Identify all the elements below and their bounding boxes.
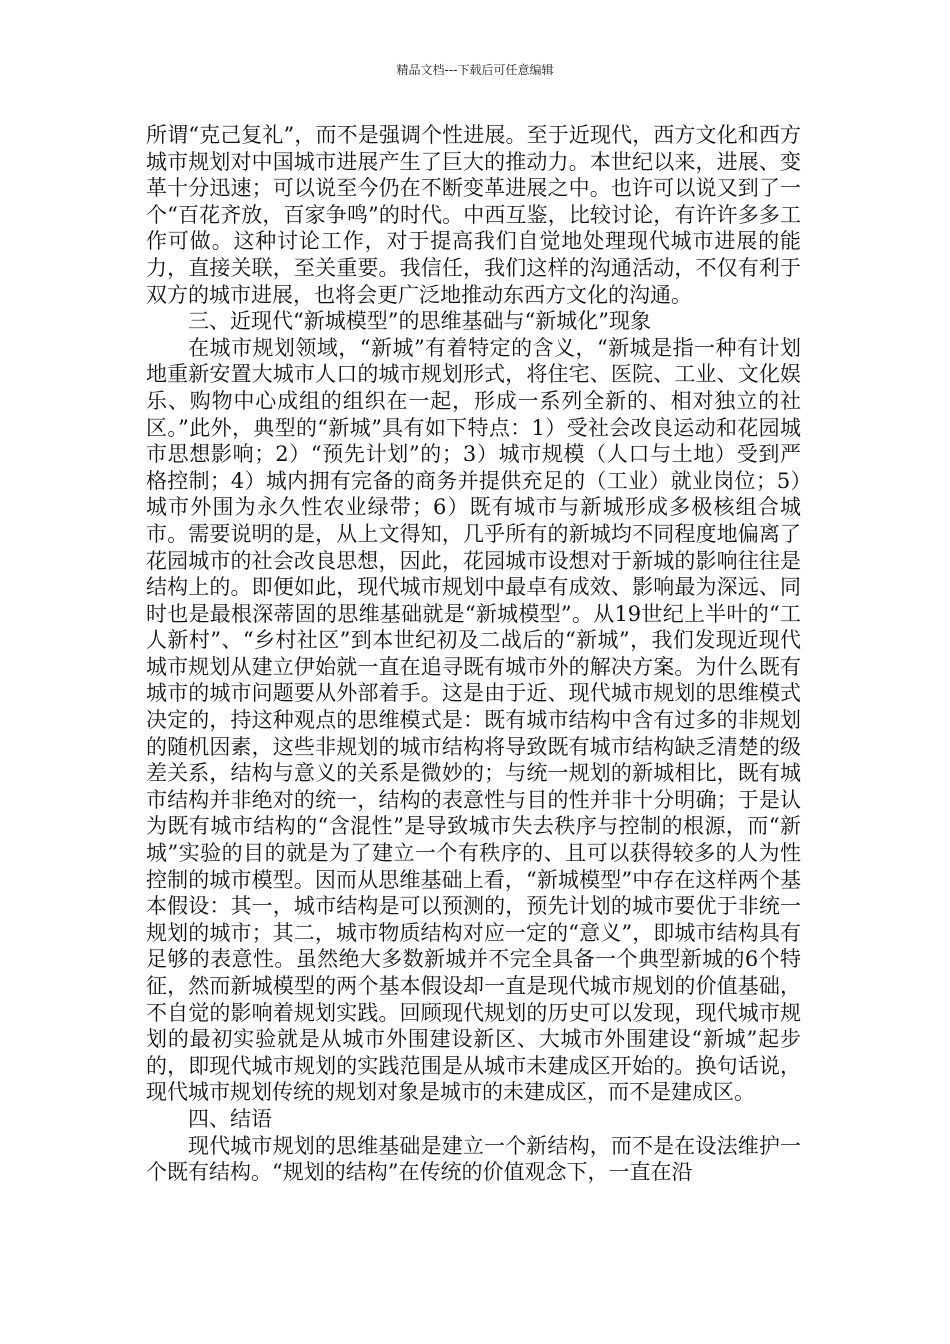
section-heading-4: 四、结语 — [188, 1106, 272, 1131]
section-heading-3: 三、近现代“新城模型”的思维基础与“新城化”现象 — [188, 309, 651, 334]
paragraph-conclusion: 现代城市规划的思维基础是建立一个新结构，而不是在设法维护一个既有结构。“规划的结构”在传统的价值观念下，一直在沿 — [146, 1133, 801, 1185]
paragraph-continuation: 所谓“克己复礼”，而不是强调个性进展。至于近现代，西方文化和西方城市规划对中国城市进展产生了巨大的推动力。本世纪以来，进展、变革十分迅速；可以说至今仍在不断变革进展之中。也许可以说又到了一个“百花齐放，百家争鸣”的时代。中西互鉴，比较讨论，有许许多多工作可做。这种讨论工作，对于提高我们自觉地处理现代城市进展的能力，直接关联，至关重要。我信任，我们这样的沟通活动，不仅有利于双方的城市进展，也将会更广泛地推动东西方文化的沟通。 — [146, 123, 801, 307]
paragraph-new-city-model: 在城市规划领域，“新城”有着特定的含义，“新城是指一种有计划地重新安置大城市人口的城市规划形式，将住宅、医院、工业、文化娱乐、购物中心成组的组织在一起，形成一系列全新的、相对独立的社区。”此外，典型的“新城”具有如下特点：1）受社会改良运动和花园城市思想影响；2）“预先计划”的；3）城市规模（人口与土地）受到严格控制；4）城内拥有完备的商务并提供充足的（工业）就业岗位；5）城市外围为永久性农业绿带；6）既有城市与新城形成多极核组合城市。需要说明的是，从上文得知，几乎所有的新城均不同程度地偏离了花园城市的社会改良思想，因此，花园城市设想对于新城的影响往往是结构上的。即便如此，现代城市规划中最卓有成效、影响最为深远、同时也是最根深蒂固的思维基础就是“新城模型”。从19世纪上半叶的“工人新村”、“乡村社区”到本世纪初及二战后的“新城”，我们发现近现代城市规划从建立伊始就一直在追寻既有城市外的解决方案。为什么既有城市的城市问题要从外部着手。这是由于近、现代城市规划的思维模式决定的，持这种观点的思维模式是：既有城市结构中含有过多的非规划的随机因素，这些非规划的城市结构将导致既有城市结构缺乏清楚的级差关系，结构与意义的关系是微妙的；与统一规划的新城相比，既有城市结构并非绝对的统一，结构的表意性与目的性并非十分明确；于是认为既有城市结构的“含混性”是导致城市失去秩序与控制的根源，而“新城”实验的目的就是为了建立一个有秩序的、且可以获得较多的人为性控制的城市模型。因而从思维基础上看，“新城模型”中存在这样两个基本假设：其一，城市结构是可以预测的，预先计划的城市要优于非统一规划的城市；其二，城市物质结构对应一定的“意义”，即城市结构具有足够的表意性。虽然绝大多数新城并不完全具备一个典型新城的6个特征，然而新城模型的两个基本假设却一直是现代城市规划的价值基础，不自觉的影响着规划实践。回顾现代规划的历史可以发现，现代城市规划的最初实验就是从城市外围建设新区、大城市外围建设“新城”起步的，即现代城市规划的实践范围是从城市未建成区开始的。换句话说，现代城市规划传统的规划对象是城市的未建成区，而不是建成区。 — [146, 335, 801, 1105]
document-body — [146, 122, 801, 1186]
page-header: 精品文档---下载后可任意编辑 — [396, 63, 554, 77]
